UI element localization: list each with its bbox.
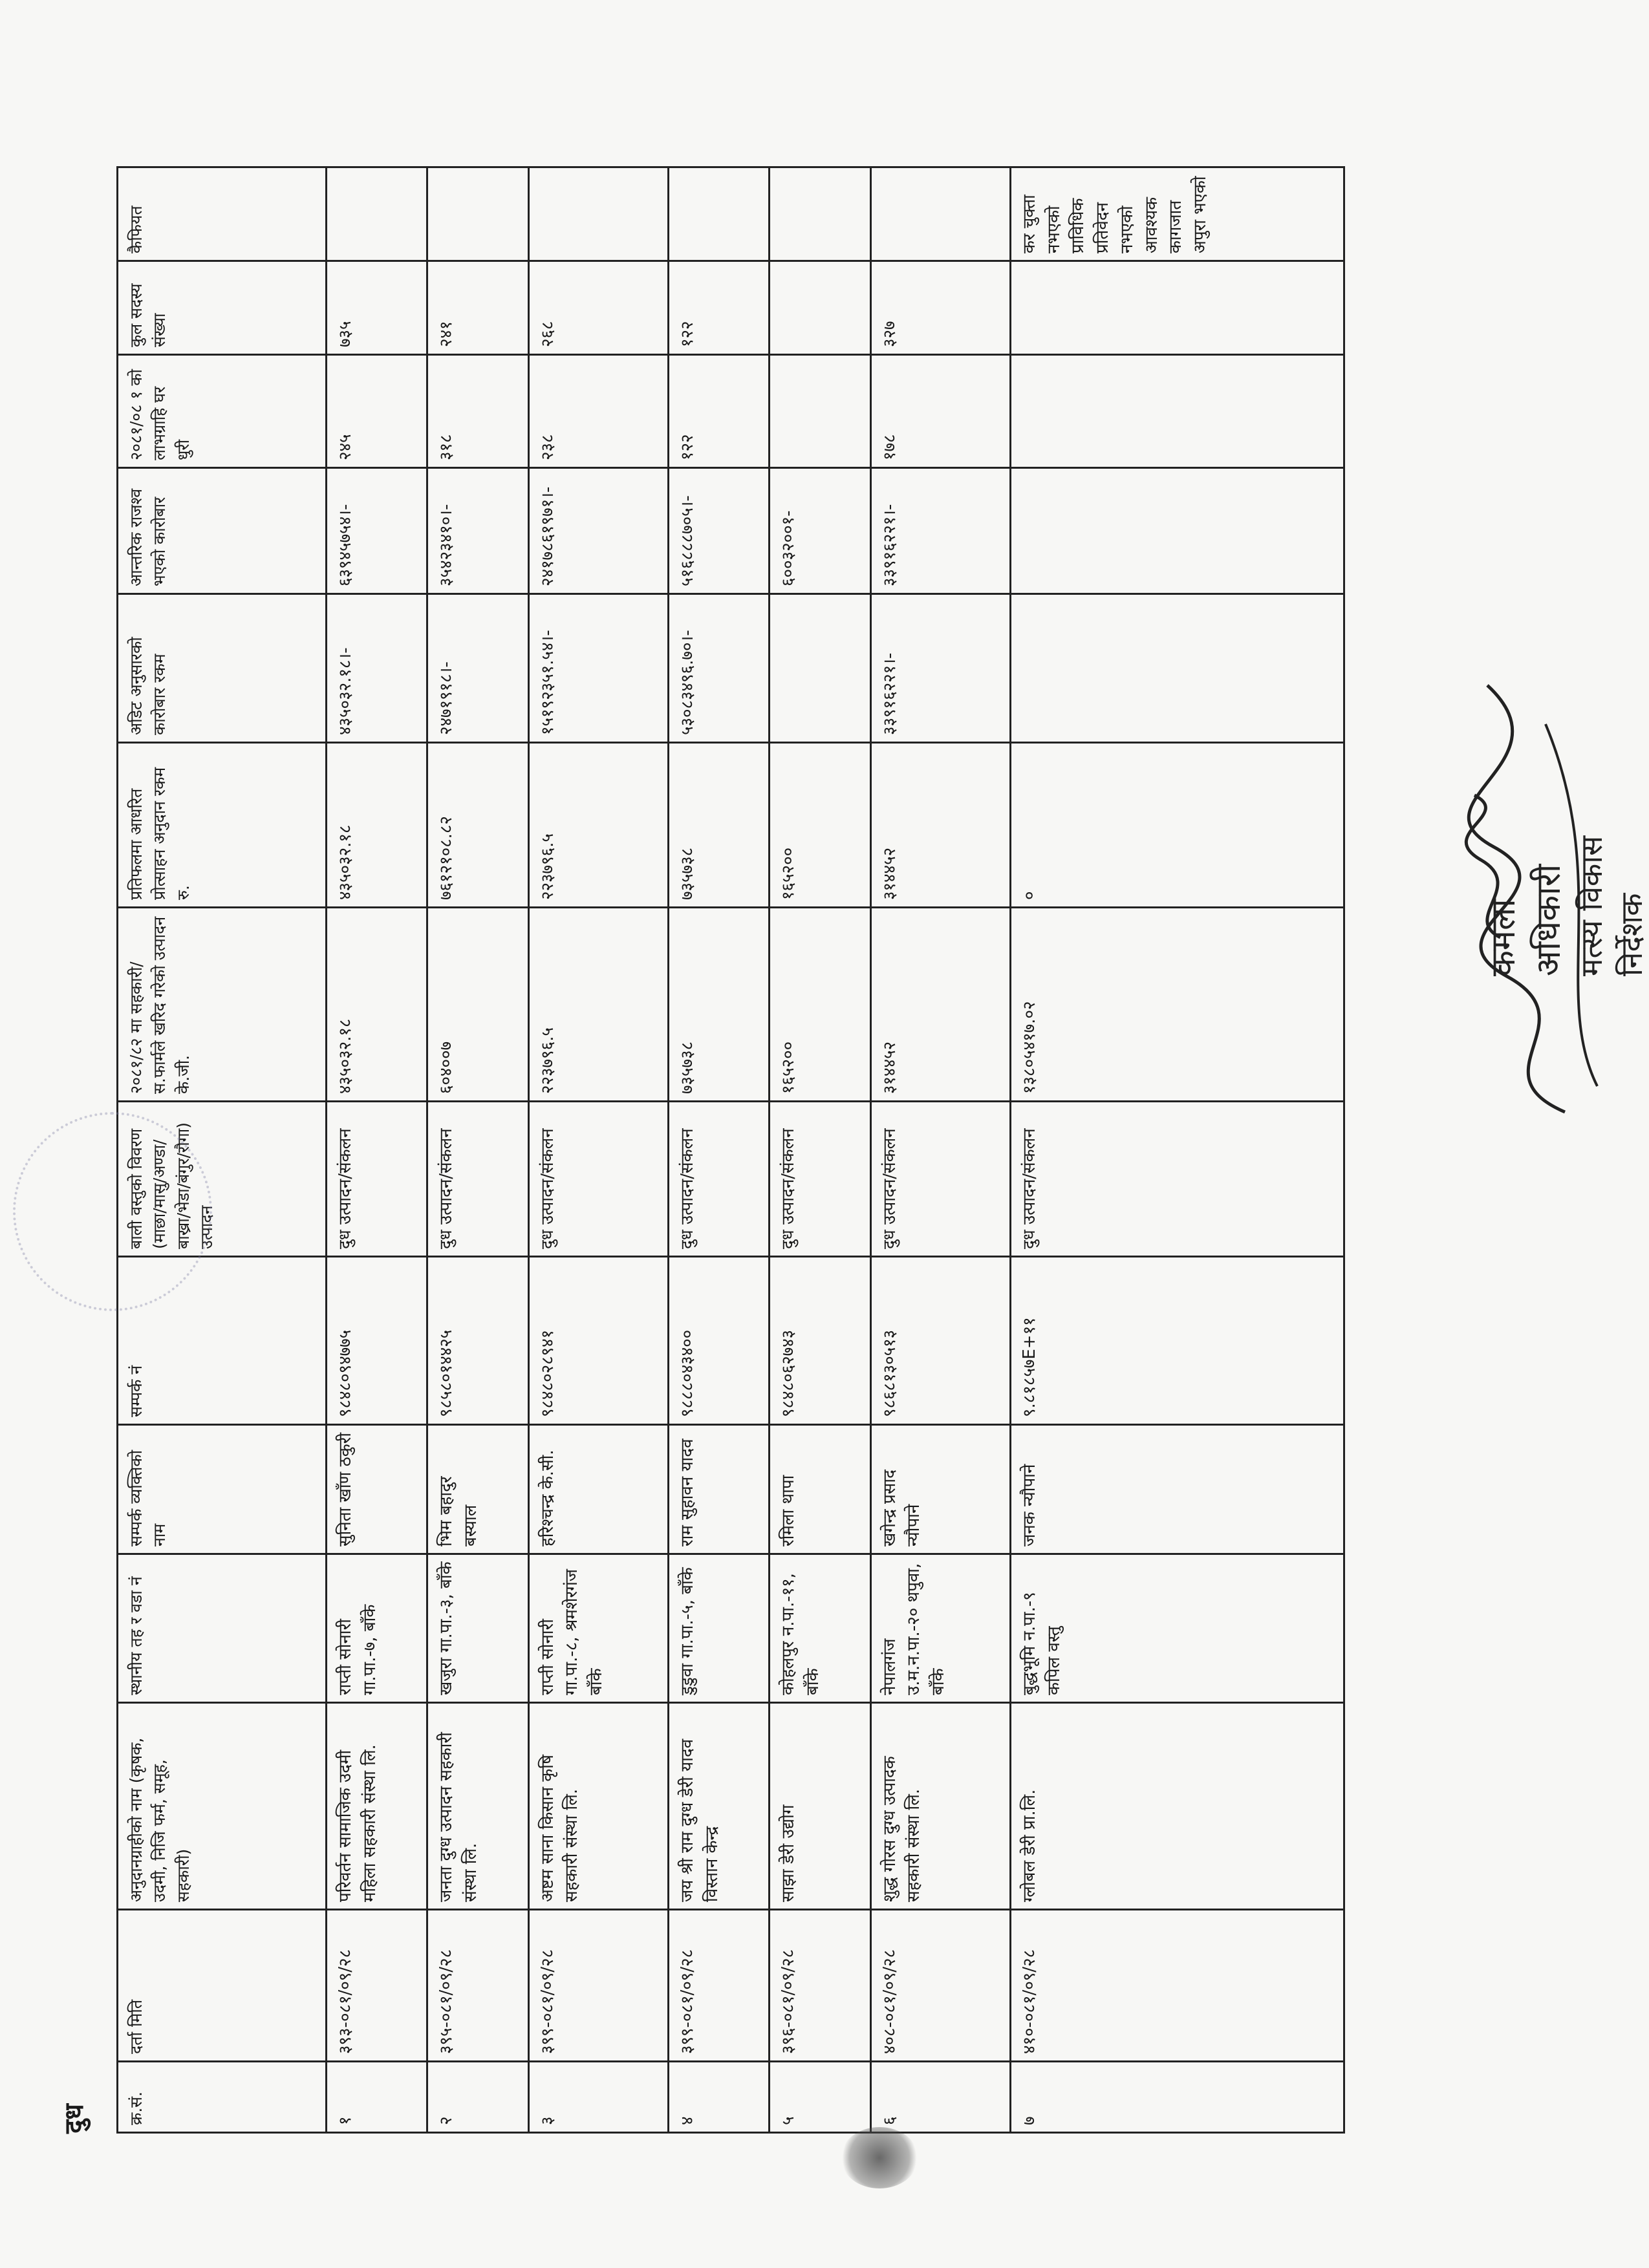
cell-purchased: १३८०५४१७.०२ [1011, 908, 1344, 1102]
table-row [1011, 167, 1344, 2133]
cell-audit-amount [1011, 594, 1344, 743]
cell-audit-amount: ३३९१६२२१।- [870, 594, 1010, 743]
cell-grant-amount: ७३५७३८ [669, 743, 770, 908]
cell-contact-no: ९८६८१३०५१३ [870, 1257, 1010, 1425]
cell-remarks [770, 167, 870, 261]
cell-sn: ५ [770, 2062, 870, 2133]
cell-revenue: ६३९४५७५४।- [327, 468, 427, 594]
cell-grantee: परिवर्तन सामाजिक उदमी महिला सहकारी संस्था लि. [327, 1703, 427, 1910]
cell-audit-amount: ४३५०३२.१८।- [327, 594, 427, 743]
cell-purchased: ४३५०३२.१८ [327, 908, 427, 1102]
cell-remarks [327, 167, 427, 261]
cell-address: कोहलपुर न.पा.-११, बाँके [770, 1554, 870, 1703]
col-header-grant-amount: प्रतिफलमा आधरित प्रोत्साहन अनुदान रकम रु. [118, 743, 327, 908]
cell-contact-no: ९८४८०२८९४१ [528, 1257, 668, 1425]
cell-reg-date: ३९६-०८१/०९/२८ [770, 1910, 870, 2062]
col-header-contact-no: सम्पर्क नं [118, 1257, 327, 1425]
col-header-address: स्थानीय तह र वडा नं [118, 1554, 327, 1703]
cell-commodity: दुध उत्पादन/संकलन [327, 1102, 427, 1257]
cell-grant-amount: ३१४४५२ [870, 743, 1010, 908]
table-row [528, 167, 668, 2133]
col-header-grantee: अनुदानग्राहीको नाम (कृषक, उदमी, निजि फर्म, समूह, सहकारी) [118, 1703, 327, 1910]
cell-audit-amount: २४७१९१८।- [427, 594, 528, 743]
cell-sn: ४ [669, 2062, 770, 2133]
col-header-beneficiaries: २०८१/०८ १ को लाभग्राहि घर धुरी [118, 355, 327, 468]
cell-reg-date: ३९९-०८१/०९/२८ [528, 1910, 668, 2062]
section-title: दुध [59, 2104, 89, 2134]
cell-revenue: २४१७८६१९७१।- [528, 468, 668, 594]
grant-register-table [116, 166, 1345, 2134]
cell-revenue: ५१६८८८७०५।- [669, 468, 770, 594]
cell-purchased: ७३५७३८ [669, 908, 770, 1102]
cell-grantee: जय श्री राम दुग्ध डेरी यादव विस्तान केन्द्र [669, 1703, 770, 1910]
cell-revenue [1011, 468, 1344, 594]
table-row [669, 167, 770, 2133]
cell-members: २४१ [427, 261, 528, 355]
cell-contact-person: रमिला थापा [770, 1425, 870, 1554]
cell-grant-amount: ७६१२१०८.८२ [427, 743, 528, 908]
cell-remarks [528, 167, 668, 261]
cell-members: २६८ [528, 261, 668, 355]
officer-title: मत्स्य विकास निर्देशक [1574, 835, 1649, 976]
cell-grant-amount: २२३७९६.५ [528, 743, 668, 908]
col-header-sn: क्र.सं. [118, 2062, 327, 2133]
cell-address: नेपालगंज उ.म.न.पा.-२० थपुवा, बाँके [870, 1554, 1010, 1703]
cell-commodity: दुध उत्पादन/संकलन [770, 1102, 870, 1257]
cell-sn: ६ [870, 2062, 1010, 2133]
cell-address: डुडुवा गा.पा.-५, बाँके [669, 1554, 770, 1703]
signature-right-text [1481, 808, 1649, 976]
office-seal [13, 1112, 212, 1311]
cell-address: राप्ती सोनारी गा.पा.-८, श्रमशेरगंज बाँके [528, 1554, 668, 1703]
cell-sn: १ [327, 2062, 427, 2133]
cell-beneficiaries: २३८ [528, 355, 668, 468]
cell-grant-amount: ४३५०३२.१८ [327, 743, 427, 908]
cell-grantee: ग्लोबल डेरी प्रा.लि. [1011, 1703, 1344, 1910]
cell-purchased: १६५२०० [770, 908, 870, 1102]
cell-audit-amount: ५३०८३४९६.७०।- [669, 594, 770, 743]
cell-beneficiaries: ३१८ [427, 355, 528, 468]
rotated-table-sheet [59, 168, 1345, 2134]
cell-purchased: ३१४४५२ [870, 908, 1010, 1102]
cell-members: ३२७ [870, 261, 1010, 355]
cell-revenue: ३५४२३४१०।- [427, 468, 528, 594]
cell-beneficiaries: २४५ [327, 355, 427, 468]
col-header-commodity: बाली वस्तुको विवरण (माछा/मासु/अण्डा/बाख्रा/भेडा/बंगुर/रौगा) उत्पादन [118, 1102, 327, 1257]
cell-address: खजुरा गा.पा.-३, बाँके [427, 1554, 528, 1703]
cell-grantee: जनता दुग्ध उत्पादन सहकारी संस्था लि. [427, 1703, 528, 1910]
cell-grant-amount: १६५२०० [770, 743, 870, 908]
table-body [327, 167, 1344, 2133]
cell-beneficiaries: १२२ [669, 355, 770, 468]
cell-grantee: शुद्ध गोरस दुग्ध उत्पादक सहकारी संस्था लि. [870, 1703, 1010, 1910]
table-row [327, 167, 427, 2133]
cell-contact-no: ९८८८०४३४०० [669, 1257, 770, 1425]
col-header-audit-amount: अडिट अनुसारको कारोबार रकम [118, 594, 327, 743]
cell-beneficiaries: १७८ [870, 355, 1010, 468]
cell-address: बुद्धभूमि न.पा.-९ कपिल वस्तु [1011, 1554, 1344, 1703]
cell-purchased: ६०४००७ [427, 908, 528, 1102]
cell-grant-amount: ० [1011, 743, 1344, 908]
cell-commodity: दुध उत्पादन/संकलन [669, 1102, 770, 1257]
cell-contact-no: ९८४८०६२७४३ [770, 1257, 870, 1425]
cell-contact-no: ९८५८०१४४२५ [427, 1257, 528, 1425]
cell-beneficiaries [770, 355, 870, 468]
cell-commodity: दुध उत्पादन/संकलन [528, 1102, 668, 1257]
cell-contact-no: ९.८१८५७E+११ [1011, 1257, 1344, 1425]
cell-sn: २ [427, 2062, 528, 2133]
cell-commodity: दुध उत्पादन/संकलन [1011, 1102, 1344, 1257]
cell-remarks [669, 167, 770, 261]
cell-remarks: कर चुक्ता नभएको प्राविधिक प्रतिवेदन नभएको आवश्यक कागजात अपुरा भएको [1011, 167, 1344, 261]
cell-reg-date: ३९९-०८१/०९/२८ [669, 1910, 770, 2062]
cell-grantee: साझा डेरी उद्योग [770, 1703, 870, 1910]
cell-audit-amount [770, 594, 870, 743]
cell-reg-date: ४१०-०८१/०९/२८ [1011, 1910, 1344, 2062]
cell-sn: ३ [528, 2062, 668, 2133]
col-header-contact-person: सम्पर्क व्यक्तिको नाम [118, 1425, 327, 1554]
cell-contact-person: जनक न्यौपाने [1011, 1425, 1344, 1554]
col-header-purchased: २०८१/८२ मा सहकारी/स.फार्मले खरिद गरेको उत्पादन के.जी. [118, 908, 327, 1102]
cell-members [1011, 261, 1344, 355]
cell-grantee: अष्टम साना किसान कृषि सहकारी संस्था लि. [528, 1703, 668, 1910]
table-row [770, 167, 870, 2133]
cell-contact-no: ९८४८०९४७७५ [327, 1257, 427, 1425]
cell-sn: ७ [1011, 2062, 1344, 2133]
col-header-members: कुल सदस्य संख्या [118, 261, 327, 355]
cell-reg-date: ४०८-०८१/०९/२८ [870, 1910, 1010, 2062]
cell-audit-amount: १५१९२३५१.५४।- [528, 594, 668, 743]
cell-contact-person: भिम बहादुर बस्याल [427, 1425, 528, 1554]
col-header-revenue: आन्तरिक राजश्व भएको कारोबार [118, 468, 327, 594]
cell-remarks [427, 167, 528, 261]
ink-smudge [841, 2127, 918, 2188]
cell-remarks [870, 167, 1010, 261]
cell-members: १२२ [669, 261, 770, 355]
table-row [870, 167, 1010, 2133]
cell-commodity: दुध उत्पादन/संकलन [427, 1102, 528, 1257]
table-row [427, 167, 528, 2133]
cell-address: राप्ती सोनारी गा.पा.-७, बाँके [327, 1554, 427, 1703]
cell-revenue: ३३९१६२२१।- [870, 468, 1010, 594]
cell-reg-date: ३९३-०८१/०९/२८ [327, 1910, 427, 2062]
cell-contact-person: राम सुहावन यादव [669, 1425, 770, 1554]
officer-name: कमला अधिकारी [1484, 864, 1569, 976]
cell-commodity: दुध उत्पादन/संकलन [870, 1102, 1010, 1257]
col-header-reg-date: दर्ता मिति [118, 1910, 327, 2062]
cell-members [770, 261, 870, 355]
col-header-remarks: कैफियत [118, 167, 327, 261]
cell-purchased: २२३७९६.५ [528, 908, 668, 1102]
cell-beneficiaries [1011, 355, 1344, 468]
cell-contact-person: हरिश्चन्द्र के.सी. [528, 1425, 668, 1554]
cell-contact-person: खगेन्द्र प्रसाद न्यौपाने [870, 1425, 1010, 1554]
cell-revenue: ६००३२००१- [770, 468, 870, 594]
cell-contact-person: सुनिता खाँण ठकुरी [327, 1425, 427, 1554]
cell-reg-date: ३९५-०८१/०९/२८ [427, 1910, 528, 2062]
cell-members: ७३५ [327, 261, 427, 355]
